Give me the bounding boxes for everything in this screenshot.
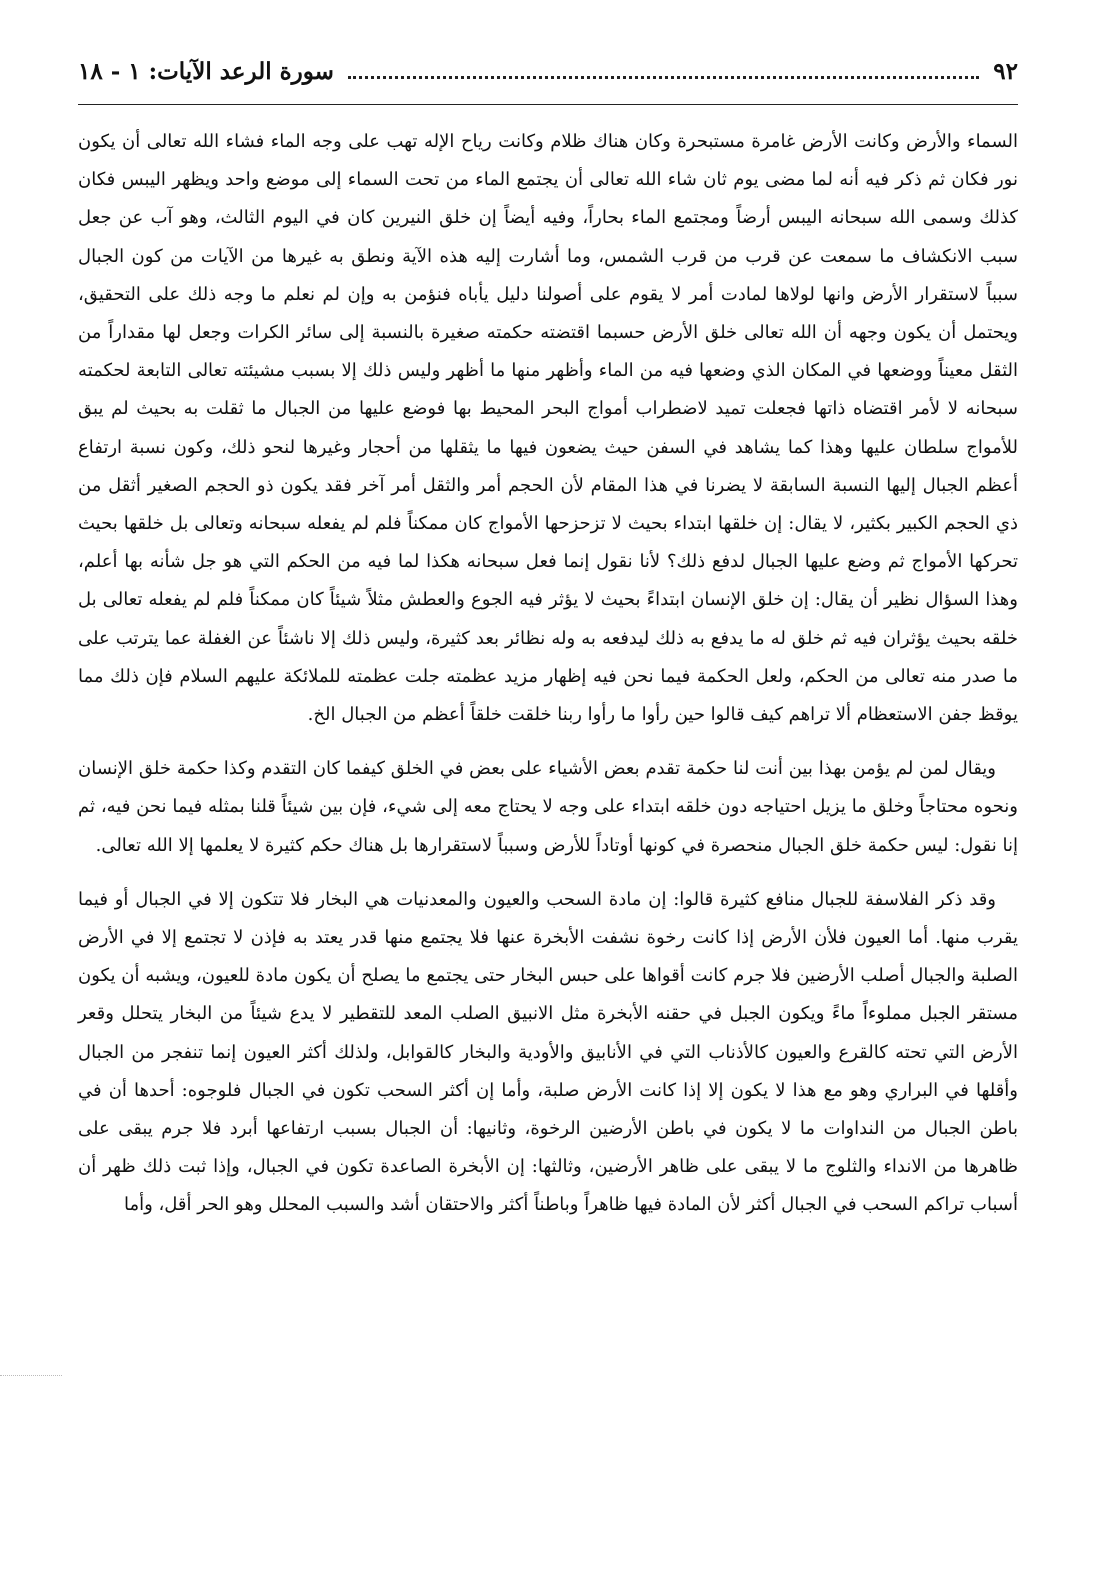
paragraph-3: وقد ذكر الفلاسفة للجبال منافع كثيرة قالوا: إن مادة السحب والعيون والمعدنيات هي البخار فلا تتكون إلا في الجبال أو فيما يقرب منها. أما العيون فلأن الأرض إذا كانت رخوة نشفت الأبخرة عنها فلا يجتمع منها قدر يعتد به فإذن لا تجتمع إلا في الأرض الصلبة والجبال أصلب الأرضين فلا جرم كانت أقواها على حبس البخار حتى يجتمع ما يصلح أن يكون مادة للعيون، ويشبه أن يكون مستقر الجبل مملوءاً ماءً ويكون الجبل في حقنه الأبخرة مثل الانبيق الصلب المعد للتقطير لا يدع شيئاً من البخار يتحلل وقعر الأرض التي تحته كالقرع والعيون كالأذناب التي في الأنابيق والأودية والبخار كالقوابل، ولذلك أكثر العيون إنما تنفجر من الجبال وأقلها في البراري وهو مع هذا لا يكون إلا إذا كانت الأرض صلبة، وأما إن أكثر السحب تكون في الجبال فلوجوه: أحدها أن في باطن الجبال من النداوات ما لا يكون في باطن الأرضين الرخوة، وثانيها: أن الجبال بسبب ارتفاعها أبرد فلا جرم يبقى على ظاهرها من الانداء والثلوج ما لا يبقى على ظاهر الأرضين، وثالثها: إن الأبخرة الصاعدة تكون في الجبال، وإذا ثبت ذلك ظهر أن أسباب تراكم السحب في الجبال أكثر لأن المادة فيها ظاهراً وباطناً أكثر والاحتقان أشد والسبب المحلل وهو الحر أقل، وأما xyxy=(78,888,1019,1216)
paragraph-gap xyxy=(78,734,1018,750)
page-header xyxy=(78,58,1018,98)
scan-edge-mark xyxy=(0,1375,62,1376)
page-number: ٩٢ xyxy=(993,58,1018,85)
paragraph-1: السماء والأرض وكانت الأرض غامرة مستبحرة وكان هناك ظلام وكانت رياح الإله تهب على وجه الماء فشاء الله تعالى أن يكون نور فكان ثم ذكر فيه أنه لما مضى يوم ثان شاء الله تعالى أن يجتمع الماء من تحت السماء إلى موضع واحد ويظهر اليبس فكان كذلك وسمى الله سبحانه اليبس أرضاً ومجتمع الماء بحاراً، وفيه أيضاً إن خلق النيرين كان في اليوم الثالث، وهو آب عن جعل سبب الانكشاف ما سمعت عن قرب من قرب الشمس، وما أشارت إليه هذه الآية ونطق به غيرها من الآيات من كون الجبال سبباً لاستقرار الأرض وانها لولاها لمادت أمر لا يقوم على أصولنا دليل يأباه فنؤمن به وإن لم نعلم ما وجه ذلك على التحقيق، ويحتمل أن يكون وجهه أن الله تعالى خلق الأرض حسبما اقتضته حكمته صغيرة بالنسبة إلى سائر الكرات وجعل لها مقداراً من الثقل معيناً ووضعها في المكان الذي وضعها فيه من الماء وأظهر منها ما أظهر وليس ذلك إلا بسبب مشيئته تعالى التابعة لحكمته سبحانه لا لأمر اقتضاه ذاتها فجعلت تميد لاضطراب أمواج البحر المحيط بها فوضع عليها من الجبال ما ثقلت به بحيث لم يبق للأمواج سلطان عليها وهذا كما يشاهد في السفن حيث يضعون فيها ما يثقلها من أحجار وغيرها لنحو ذلك، وكون نسبة ارتفاع أعظم الجبال إليها النسبة السابقة لا يضرنا في هذا المقام لأن الحجم أمر والثقل أمر آخر فقد يكون ذو الحجم الصغير أثقل من ذي الحجم الكبير بكثير، لا يقال: إن خلقها ابتداء بحيث لا تزحزحها الأمواج كان ممكناً فلم لم يفعله سبحانه وتعالى بل خلقها بحيث تحركها الأمواج ثم وضع عليها الجبال لدفع ذلك؟ لأنا نقول إنما فعل سبحانه هكذا لما فيه من الحكم التي هو جل شأنه بها أعلم، وهذا السؤال نظير أن يقال: إن خلق الإنسان ابتداءً بحيث لا يؤثر فيه الجوع والعطش مثلاً شيئاً كان ممكناً فلم لم يفعله تعالى بل خلقه بحيث يؤثران فيه ثم خلق له ما يدفع به ذلك ليدفعه به وله نظائر بعد كثيرة، وليس ذلك إلا ناشئاً عن الغفلة عما يترتب على ما صدر منه تعالى من الحكم، ولعل الحكمة فيما نحن فيه إظهار مزيد عظمته جلت عظمته للملائكة عليهم السلام فإن ذلك مما يوقظ جفن الاستعظام ألا تراهم كيف قالوا حين رأوا ما رأوا ربنا خلقت خلقاً أعظم من الجبال الخ. xyxy=(78,131,1018,726)
running-title: سورة الرعد الآيات: ١ - ١٨ xyxy=(78,58,334,85)
header-rule xyxy=(78,104,1018,105)
paragraph-gap xyxy=(78,865,1018,881)
paragraph-2: ويقال لمن لم يؤمن بهذا بين أنت لنا حكمة تقدم بعض الأشياء على بعض في الخلق كيفما كان التقدم وكذا حكمة خلق الإنسان ونحوه محتاجاً وخلق ما يزيل احتياجه دون خلقه ابتداء على وجه لا يحتاج معه إلى شيء، فإن بين شيئاً قلنا بمثله فيما نحن فيه، ثم إنا نقول: ليس حكمة خلق الجبال منحصرة في كونها أوتاداً للأرض وسبباً لاستقرارها بل هناك حكم كثيرة لا يعلمها إلا الله تعالى. xyxy=(78,758,1018,856)
dotted-leader xyxy=(348,76,979,79)
